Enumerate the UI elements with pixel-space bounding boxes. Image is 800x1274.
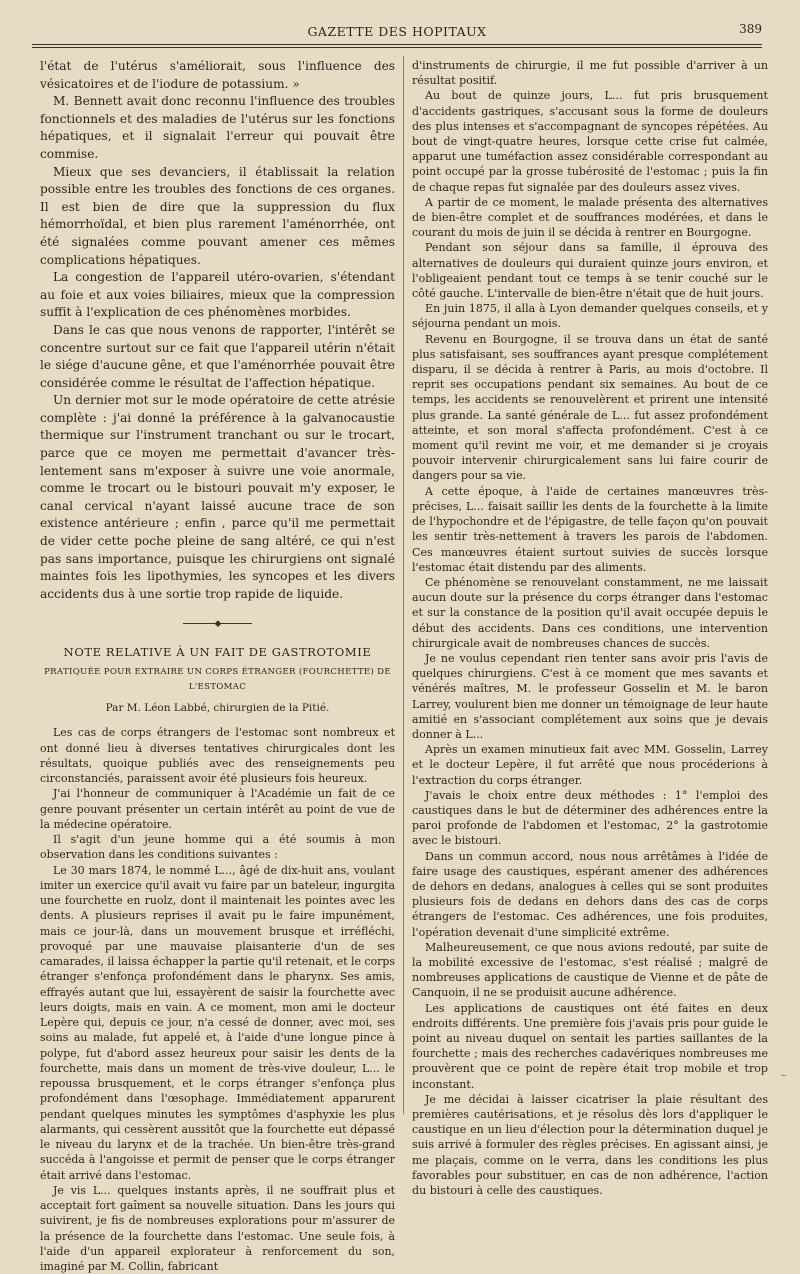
paragraph: Je vis L... quelques instants après, il ne souffrait plus et acceptait fort gaîment sa nouvelle situation. Dans les jours qui suivirent, je fis de nombreuses explorations pour m'assurer de la présence de la fourchette dans l'estomac. Une seule fois, à l'aide d'un appareil explorateur à renforcement du son, imaginé par M. Collin, fabricant: [40, 1183, 395, 1274]
paragraph: A cette époque, à l'aide de certaines manœuvres très-précises, L... faisait saillir les dents de la fourchette à la limite de l'hypochondre et de l'épigastre, de telle façon qu'on pouvait les sentir très-nettement à travers les parois de l'abdomen. Ces manœuvres étaient surtout suivies de succès lorsque l'estomac était distendu par des aliments.: [412, 484, 768, 574]
separator-ornament: ◆: [214, 619, 221, 630]
paragraph: d'instruments de chirurgie, il me fut possible d'arriver à un résultat positif.: [412, 59, 768, 88]
article-subtitle: PRATIQUÉE POUR EXTRAIRE UN CORPS ÉTRANGER (FOURCHETTE) DE L'ESTOMAC: [44, 666, 391, 693]
left-column: [40, 58, 395, 1274]
paragraph: Le 30 mars 1874, le nommé L..., âgé de dix-huit ans, voulant imiter un exercice qu'il avait vu faire par un bateleur, ingurgita une fourchette en ruolz, dont il maintenait les pointes avec les dents. A plusieurs reprises il avait pu le faire impunément, mais ce jour-là, dans un mouvement brusque et irréfléchi, provoqué par une mauvaise plaisanterie d'un de ses camarades, il laissa échapper la partie qu'il retenait, et le corps étranger s'enfonça profondément dans le pharynx. Ses amis, effrayés autant que lui, essayèrent de saisir la fourchette avec leurs doigts, mais en vain. A ce moment, mon ami le docteur Lepère qui, depuis ce jour, n'a cessé de donner, avec moi, ses soins au malade, fut appelé et, à l'aide d'une longue pince à polype, fut d'abord assez heureux pour saisir les dents de la fourchette, mais dans un moment de très-vive douleur, L... le repoussa brusquement, et le corps étranger s'enfonça plus profondément dans l'œsophage. Immédiatement apparurent pendant quelques minutes les symptômes d'asphyxie les plus alarmants, qui cessèrent aussitôt que la fourchette eut dépassé le niveau du larynx et de la trachée. Un bien-être très-grand succéda à l'angoisse et permit de penser que le corps étranger était arrivé dans l'estomac.: [40, 863, 395, 1182]
paragraph: En juin 1875, il alla à Lyon demander quelques conseils, et y séjourna pendant un mois.: [412, 302, 768, 331]
paragraph: La congestion de l'appareil utéro-ovarien, s'étendant au foie et aux voies biliaires, mieux que la compression suffit à l'explication de ces phénomènes morbides.: [40, 270, 395, 320]
margin-mark: –: [781, 1070, 786, 1081]
publication-title: GAZETTE DES HOPITAUX: [307, 24, 487, 39]
paragraph: J'ai l'honneur de communiquer à l'Académie un fait de ce genre pouvant présenter un certain intérêt au point de vue de la médecine opératoire.: [40, 787, 395, 831]
paragraph: A partir de ce moment, le malade présenta des alternatives de bien-être complet et de souffrances modérées, et dans le courant du mois de juin il se décida à rentrer en Bourgogne.: [412, 195, 768, 240]
paragraph: Dans le cas que nous venons de rapporter, l'intérêt se concentre surtout sur ce fait que l'appareil utérin n'était le siége d'aucune gêne, et que l'aménorrhée pouvait être considérée comme le résultat de l'affection hépatique.: [40, 322, 395, 390]
paragraph: J'avais le choix entre deux méthodes : 1° l'emploi des caustiques dans le but de déterminer des adhérences entre la paroi profonde de l'abdomen et l'estomac, 2° la gastrotomie avec le bistouri.: [412, 788, 768, 848]
paragraph: l'état de l'utérus s'améliorait, sous l'influence des vésicatoires et de l'iodure de potassium. »: [40, 59, 395, 91]
article-author: Par M. Léon Labbé, chirurgien de la Pitié.: [105, 702, 330, 715]
paragraph: Revenu en Bourgogne, il se trouva dans un état de santé plus satisfaisant, ses souffrances ayant presque complétement disparu, il se décida à rentrer à Paris, au mois d'octobre. Il reprit ses occupations pendant six semaines. Au bout de ce temps, les accidents se renouvelèrent et prirent une intensité plus grande. La santé générale de L... fut assez profondément atteinte, et son moral s'affecta profondément. C'est à ce moment qu'il revint me voir, et me demander si je croyais pouvoir intervenir chirurgicalement sans lui faire courir de dangers pour sa vie.: [412, 332, 768, 483]
running-head: [32, 22, 762, 42]
paragraph: Malheureusement, ce que nous avions redouté, par suite de la mobilité excessive de l'estomac, s'est réalisé ; malgré de nombreuses applications de caustique de Vienne et de pâte de Canquoin, il ne se produisit aucune adhérence.: [412, 940, 768, 1000]
paragraph: Les cas de corps étrangers de l'estomac sont nombreux et ont donné lieu à diverses tentatives chirurgicales dont les résultats, quoique publiés avec des renseignements peu circonstanciés, paraissent avoir été plusieurs fois heureux.: [40, 726, 395, 786]
paragraph: Un dernier mot sur le mode opératoire de cette atrésie complète : j'ai donné la préférence à la galvanocaustie thermique sur l'instrument tranchant ou sur le trocart, parce que ce moyen me permettait d'avancer très-lentement sans m'exposer à suivre une voie anormale, comme le trocart ou le bistouri pouvait m'y exposer, le canal cervical n'ayant laissé aucune trace de son existence antérieure ; enfin , parce qu'il me permettait de vider cette poche pleine de sang altéré, ce qui n'est pas sans importance, puisque les chirurgiens ont signalé maintes fois les lipothymies, les syncopes et les divers accidents dus à une sortie trop rapide de liquide.: [40, 393, 395, 601]
paragraph: Au bout de quinze jours, L... fut pris brusquement d'accidents gastriques, s'accusant sous la forme de douleurs des plus intenses et s'accompagnant de syncopes répétées. Au bout de vingt-quatre heures, lorsque cette crise fut calmée, apparut une tuméfaction assez considérable correspondant au point occupé par la grosse tubérosité de l'estomac ; puis la fin de chaque repas fut signalée par des douleurs assez vives.: [412, 89, 768, 194]
paragraph: Mieux que ses devanciers, il établissait la relation possible entre les troubles des fonctions de ces organes. Il est bien de dire que la suppression du flux hémorrhoïdal, et bien plus rarement l'aménorrhée, ont été signalées comme pouvant amener ces mêmes complications hépatiques.: [40, 164, 395, 267]
article-title: NOTE RELATIVE À UN FAIT DE GASTROTOMIE: [63, 644, 372, 659]
right-column: [412, 58, 768, 1198]
paragraph: Pendant son séjour dans sa famille, il éprouva des alternatives de douleurs qui duraient quinze jours environ, et l'obligeaient pendant tout ce temps à se tenir couché sur le côté gauche. L'intervalle de bien-être n'était que de huit jours.: [412, 241, 768, 301]
paragraph: Je me décidai à laisser cicatriser la plaie résultant des premières cautérisations, et je résolus dès lors d'appliquer le caustique en un lieu d'élection pour la détermination duquel je suis arrivé à formuler des règles précises. En agissant ainsi, je me plaçais, comme on le verra, dans les conditions les plus favorables pour substituer, en cas de non adhérence, l'action du bistouri à celle des caustiques.: [412, 1092, 768, 1198]
paragraph: Je ne voulus cependant rien tenter sans avoir pris l'avis de quelques chirurgiens. C'est à ce moment que mes savants et vénérés maîtres, M. le professeur Gosselin et M. le baron Larrey, voulurent bien me donner un témoignage de leur haute amitié en s'associant complétement aux soins que je devais donner à L...: [412, 651, 768, 741]
header-rule: [32, 44, 762, 45]
paragraph: Dans un commun accord, nous nous arrêtâmes à l'idée de faire usage des caustiques, espérant amener des adhérences de dehors en dedans, analogues à celles qui se sont produites plusieurs fois de dedans en dehors dans des cas de corps étrangers de l'estomac. Ces adhérences, une fois produites, l'opération devenait d'une simplicité extrême.: [412, 849, 768, 939]
paragraph: M. Bennett avait donc reconnu l'influence des troubles fonctionnels et des maladies de l'utérus sur les fonctions hépatiques, et il signalait l'erreur qui pouvait être commise.: [40, 94, 395, 161]
column-divider: [403, 56, 404, 1114]
header-rule-double: [32, 47, 762, 48]
paragraph: Il s'agit d'un jeune homme qui a été soumis à mon observation dans les conditions suivantes :: [40, 833, 395, 862]
paragraph: Après un examen minutieux fait avec MM. Gosselin, Larrey et le docteur Lepère, il fut arrêté que nous procéderions à l'extraction du corps étranger.: [412, 743, 768, 787]
page-number: 389: [739, 22, 762, 36]
paragraph: Les applications de caustiques ont été faites en deux endroits différents. Une première fois j'avais pris pour guide le point au niveau duquel on sentait les parties saillantes de la fourchette ; mais des recherches cadavériques nombreuses me prouvèrent que ce point de repère était trop mobile et trop inconstant.: [412, 1001, 768, 1091]
section-separator: [40, 617, 395, 632]
article: [40, 645, 395, 1274]
paragraph: Ce phénomène se renouvelant constamment, ne me laissait aucun doute sur la présence du corps étranger dans l'estomac et sur la constance de la position qu'il avait occupée depuis le début des accidents. Dans ces conditions, une intervention chirurgicale avait de nombreuses chances de succès.: [412, 575, 768, 650]
